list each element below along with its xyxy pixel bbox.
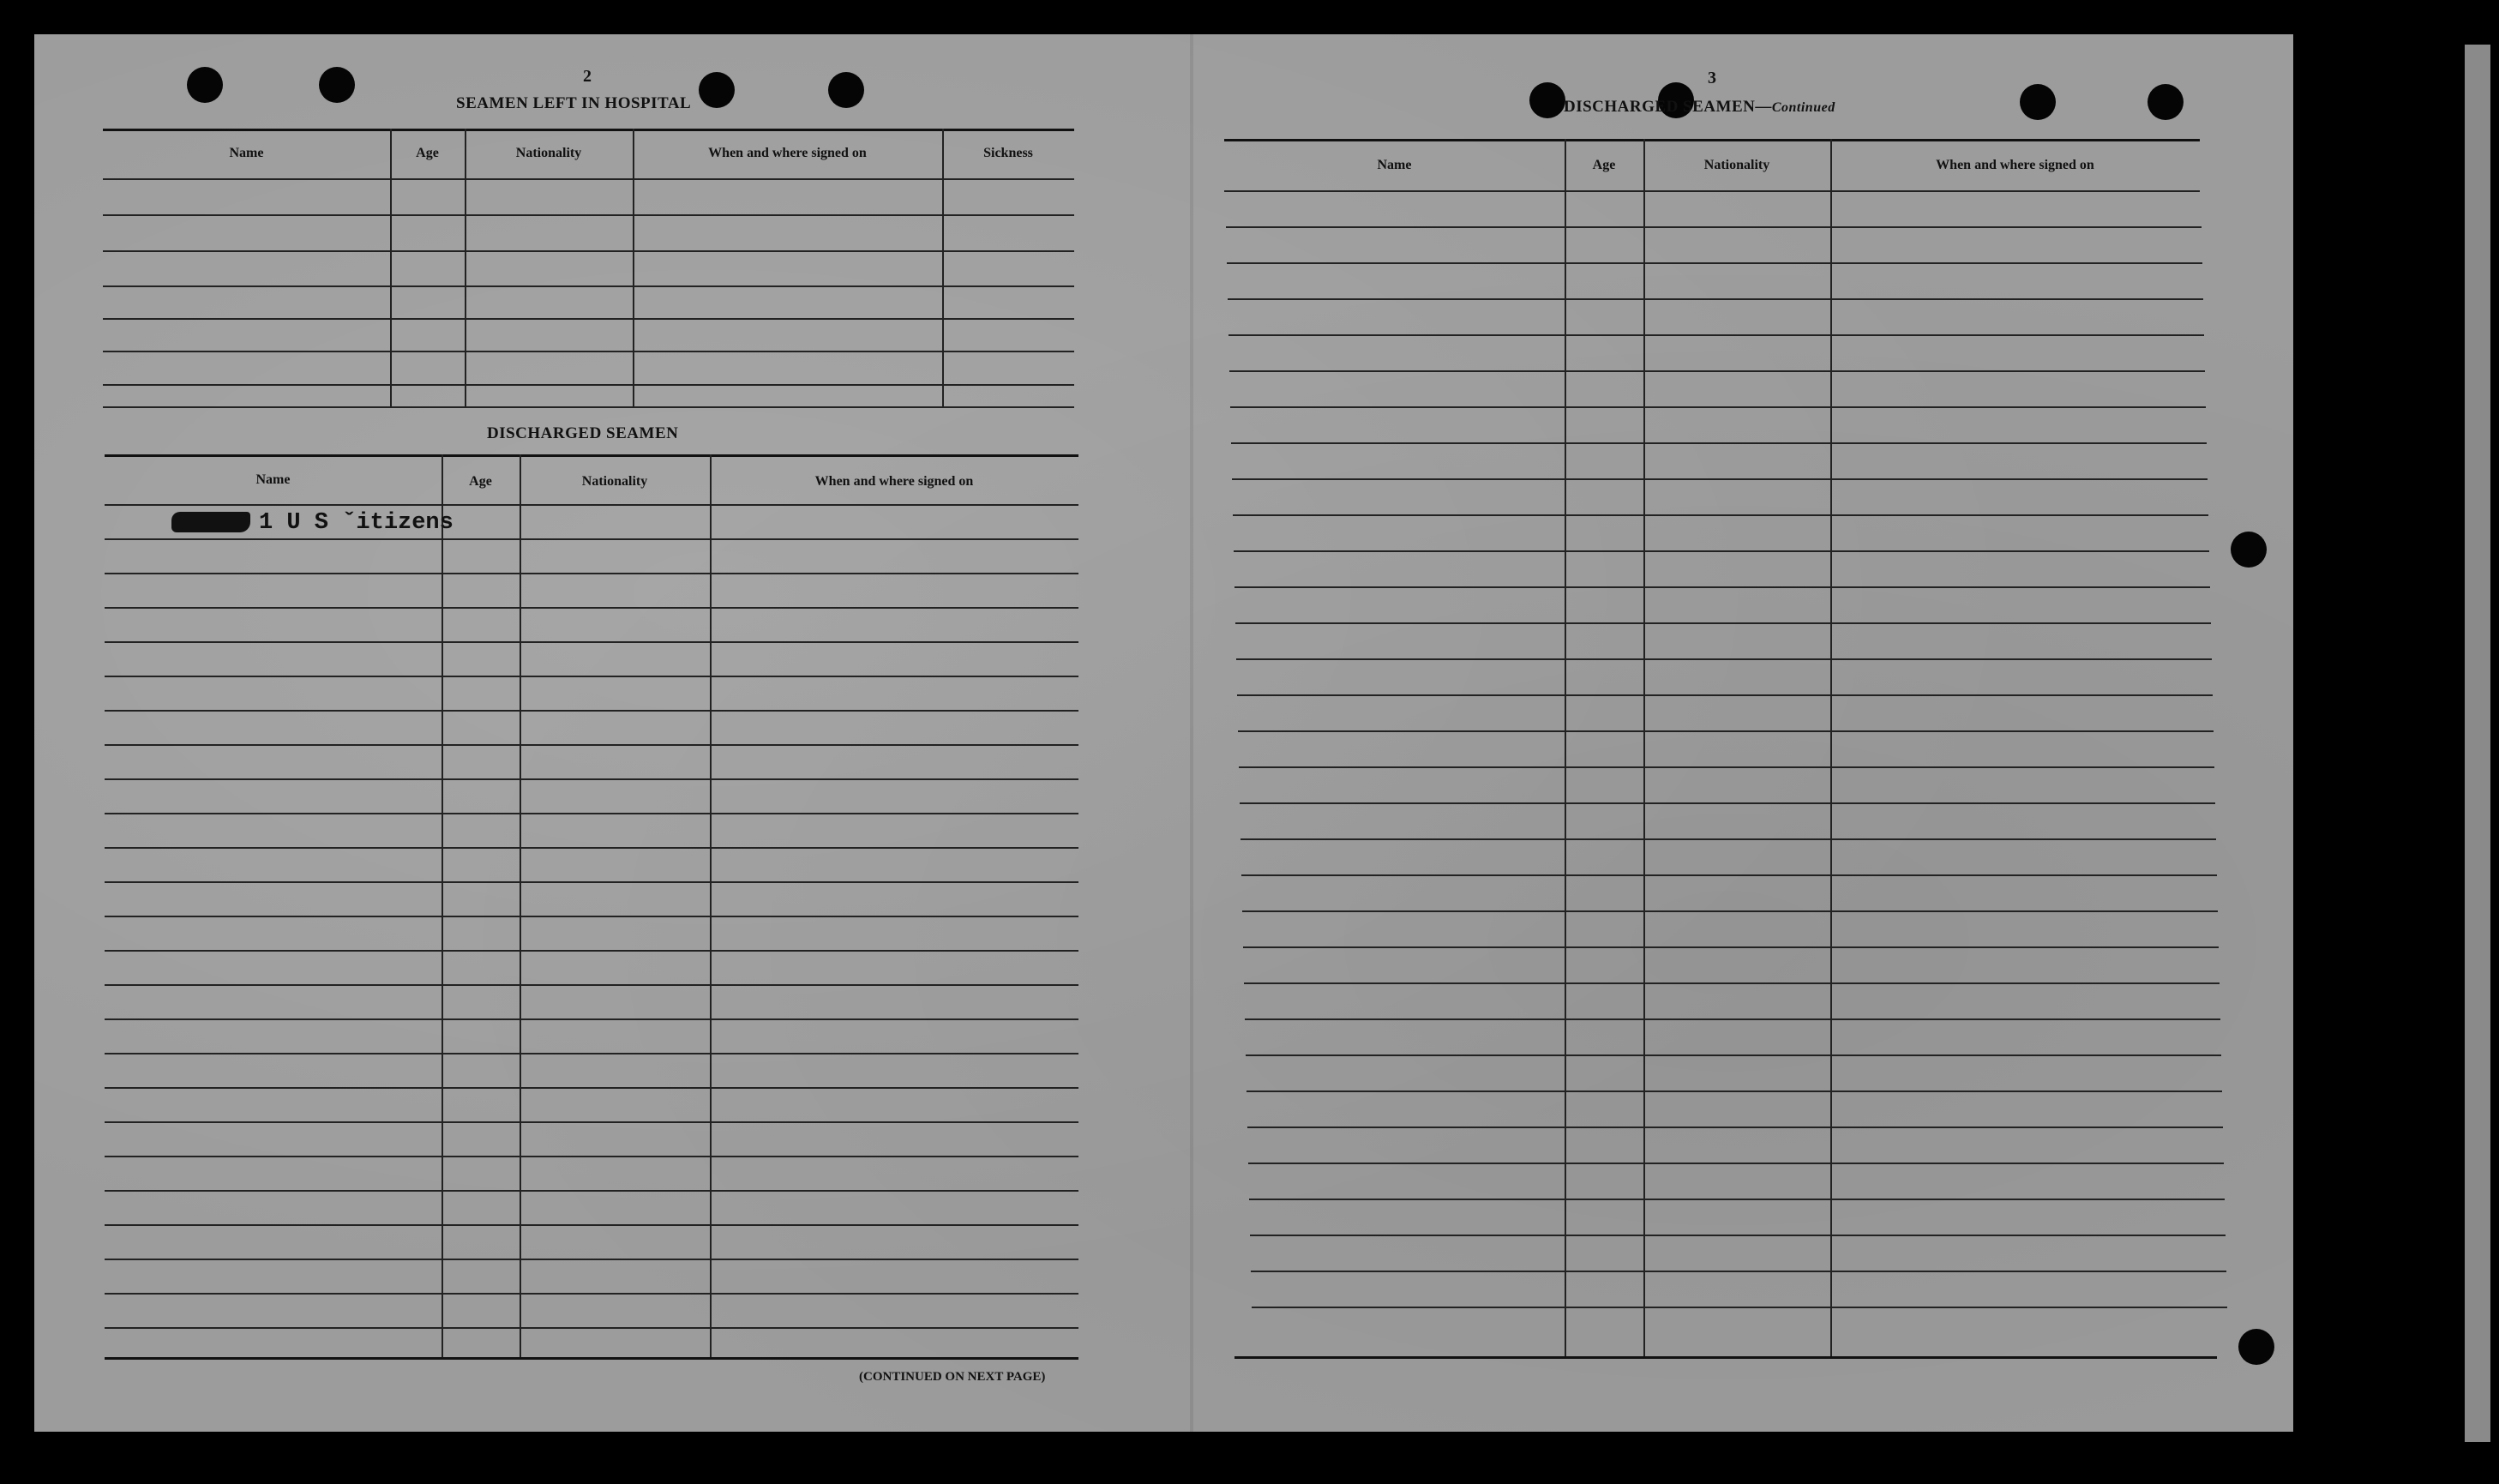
table-row [1239,766,2214,768]
table-row [1234,586,2210,588]
table-row [105,1293,1078,1295]
table-row [1233,514,2208,516]
table-row [105,676,1078,677]
column-divider [1565,139,1566,1356]
table-row [105,984,1078,986]
column-header-name: Name [1377,158,1412,172]
table-row [1232,478,2208,480]
column-header-name: Name [255,472,291,487]
column-divider [442,454,443,1357]
table-row [105,1087,1078,1089]
table-row [1228,298,2203,300]
next-page-edge [2465,45,2490,1442]
punch-hole [2020,84,2056,120]
table-row [105,744,1078,746]
table-row [103,250,1074,252]
table-row [105,710,1078,712]
punch-hole [2148,84,2184,120]
discharged-section-title: DISCHARGED SEAMEN [487,424,679,442]
punch-hole [828,72,864,108]
table-bottom-rule [105,1357,1078,1360]
table-row [1240,802,2215,804]
table-row [105,1121,1078,1123]
page-number-left: 2 [583,67,592,86]
table-bottom-rule [103,406,1074,408]
column-header-nationality: Nationality [581,474,648,489]
table-row [1226,226,2202,228]
table-row [1245,1018,2220,1020]
table-row [1247,1127,2223,1128]
table-row [105,1259,1078,1260]
typed-entry [171,510,454,536]
table-row [105,573,1078,574]
table-row [103,214,1074,216]
table-top-rule [1224,139,2200,141]
column-header-nationality: Nationality [1703,158,1770,172]
table-header-rule [1224,190,2200,192]
column-divider [520,454,521,1357]
table-row [105,538,1078,540]
column-divider [1830,139,1832,1356]
table-row [105,778,1078,780]
table-header-rule [105,504,1078,506]
table-row [105,813,1078,814]
table-row [1240,838,2216,840]
title-main: DISCHARGED SEAMEN— [1564,98,1772,116]
table-row [1235,622,2211,624]
column-header-age: Age [1592,158,1616,172]
continued-section-title [1564,98,1835,117]
table-row [1243,946,2219,948]
table-row [105,641,1078,643]
table-row [105,1053,1078,1054]
table-row [1229,370,2205,372]
column-header-age: Age [416,146,439,160]
column-header-signed-on: When and where signed on [814,474,974,489]
punch-hole [699,72,735,108]
table-top-rule [103,129,1074,131]
table-row [1237,694,2213,696]
table-row [1227,262,2202,264]
center-fold [1190,34,1193,1432]
table-row [105,1018,1078,1020]
column-divider [465,129,466,406]
crossed-out-text [171,512,250,532]
table-row [1236,658,2212,660]
table-row [105,847,1078,849]
table-header-rule [103,178,1074,180]
column-header-signed-on: When and where signed on [1936,158,2094,172]
table-row [1244,982,2220,984]
page-number-right: 3 [1708,69,1716,87]
table-row [105,1224,1078,1226]
table-row [1238,730,2214,732]
column-divider [390,129,392,406]
column-divider [942,129,944,406]
column-divider [1643,139,1645,1356]
continued-footer: (CONTINUED ON NEXT PAGE) [859,1370,1046,1384]
table-row [1246,1054,2221,1056]
table-row [1252,1307,2227,1308]
punch-hole [319,67,355,103]
document-sheet [34,34,2293,1432]
column-header-age: Age [469,474,492,489]
table-row [1249,1199,2225,1200]
table-row [103,351,1074,352]
table-row [103,384,1074,386]
table-row [103,285,1074,287]
table-row [1228,334,2204,336]
punch-hole [2238,1329,2274,1365]
column-header-sickness: Sickness [983,146,1033,160]
table-row [1246,1090,2222,1092]
table-row [1234,550,2209,552]
table-row [103,318,1074,320]
table-row [1242,910,2218,912]
table-row [105,1327,1078,1329]
table-row [1231,442,2207,444]
table-row [105,607,1078,609]
column-header-name: Name [229,146,264,160]
title-continued: Continued [1771,100,1835,115]
punch-hole [2231,532,2267,568]
table-row [1230,406,2206,408]
table-top-rule [105,454,1078,457]
table-row [105,1156,1078,1157]
column-divider [633,129,634,406]
punch-hole [187,67,223,103]
table-row [1250,1235,2226,1236]
table-row [1251,1271,2226,1272]
table-row [105,950,1078,952]
table-row [1248,1163,2224,1164]
table-row [1241,874,2217,876]
table-row [105,916,1078,917]
table-row [105,881,1078,883]
column-header-signed-on: When and where signed on [708,146,867,160]
table-row [105,1190,1078,1192]
punch-hole [1529,82,1565,118]
column-divider [710,454,712,1357]
column-header-nationality: Nationality [515,146,582,160]
table-bottom-rule [1234,1356,2217,1359]
hospital-section-title: SEAMEN LEFT IN HOSPITAL [456,94,692,112]
typed-entry-text: 1 U S ˇitizens [259,510,454,536]
